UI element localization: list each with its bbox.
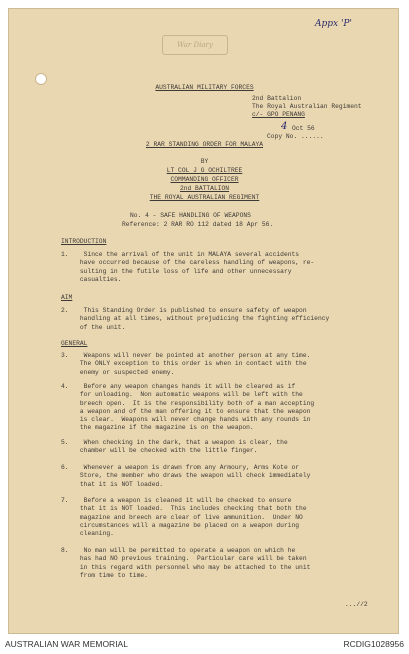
order-title: 2 RAR STANDING ORDER FOR MALAYA xyxy=(145,141,264,148)
heading-introduction: INTRODUCTION xyxy=(61,238,107,245)
paragraph-8: 8. No man will be permitted to operate a weapon on which he has had NO previous training. Particular care will be taken in this regard with personnel who may be attached to the unit from time to time. xyxy=(61,547,311,579)
paragraph-7: 7. Before a weapon is cleaned it will be checked to ensure that it is NOT loaded. This includes checking that both the magazine and breech are clear of live ammunition. Under NO circumstances will a magazine be placed on a weapon during cleaning. xyxy=(61,497,307,538)
author-name: LT COL J G OCHILTREE xyxy=(166,167,243,174)
author-regiment: THE ROYAL AUSTRALIAN REGIMENT xyxy=(149,194,260,201)
paragraph-3: 3. Weapons will never be pointed at another person at any time. The ONLY exception to this order is when in contact with the enemy or suspected enemy. xyxy=(61,352,311,376)
footer-record-id: RCDIG1028956 xyxy=(343,639,404,649)
date-typed: Oct 56 xyxy=(292,125,315,132)
document-page xyxy=(8,8,399,634)
archive-footer xyxy=(0,634,409,654)
unit-line-3: c/- GPO PENANG xyxy=(252,111,305,118)
author-role: COMMANDING OFFICER xyxy=(170,176,239,183)
by-line: BY xyxy=(200,158,209,165)
reference-line: Reference: 2 RAR RO 112 dated 18 Apr 56. xyxy=(122,221,274,228)
paragraph-1: 1. Since the arrival of the unit in MALAYA several accidents have occurred because of the careless handling of weapons, re- sulting in the futile loss of life and other unnecessary casualties. xyxy=(61,251,315,283)
ghost-stamp: War Diary xyxy=(162,35,228,55)
heading-general: GENERAL xyxy=(61,340,88,347)
paragraph-2: 2. This Standing Order is published to ensure safety of weapon handling at all times, without prejudicing the fighting efficiency of the unit. xyxy=(61,307,330,331)
paragraph-5: 5. When checking in the dark, that a weapon is clear, the chamber will be checked with the little finger. xyxy=(61,439,288,455)
footer-source: AUSTRALIAN WAR MEMORIAL xyxy=(5,639,128,649)
order-number: No. 4 - SAFE HANDLING OF WEAPONS xyxy=(130,212,251,219)
heading-aim: AIM xyxy=(61,294,73,301)
org-title: AUSTRALIAN MILITARY FORCES xyxy=(155,84,254,91)
paragraph-4: 4. Before any weapon changes hands it will be cleared as if for unloading. Non automatic weapons will be left with the breech open. It is the responsibility both of a man accepting a weapon and of the man offering it to ensure that the weapon is clear. Weapons will never change hands with any rounds in the magazine if the magazine is on the weapon. xyxy=(61,383,315,432)
author-unit: 2nd BATTALION xyxy=(179,185,230,192)
paragraph-6: 6. Whenever a weapon is drawn from any Armoury, Arms Kote or Store, the member who draws the weapon will check immediately that it is NOT loaded. xyxy=(61,464,311,488)
unit-line-2: The Royal Australian Regiment xyxy=(252,103,362,110)
continuation-mark: ...//2 xyxy=(345,601,368,608)
handwritten-annotation: Appx 'P' xyxy=(315,19,352,29)
unit-line-1: 2nd Battalion xyxy=(252,95,302,102)
handwritten-date-day: 4 xyxy=(281,121,288,132)
copy-number: Copy No. ...... xyxy=(267,133,324,140)
